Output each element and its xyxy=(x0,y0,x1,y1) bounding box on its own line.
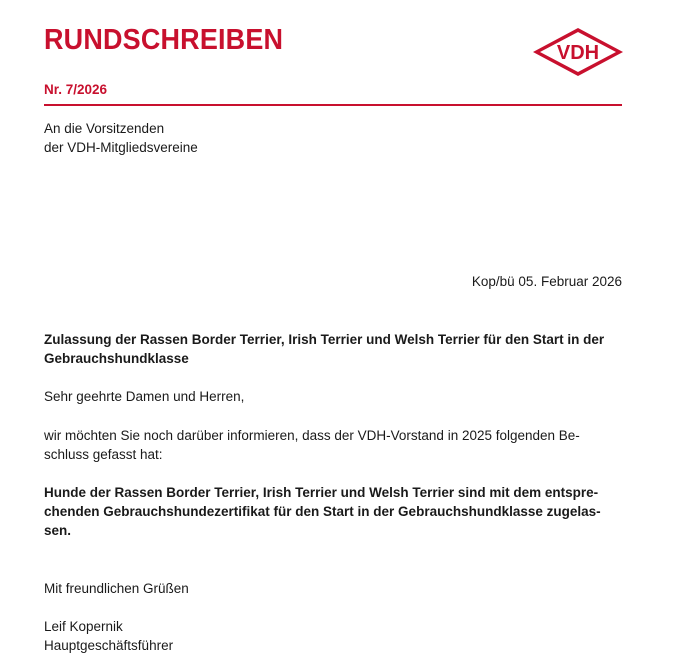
decision-line: sen. xyxy=(44,523,72,538)
decision-paragraph xyxy=(44,483,619,540)
vdh-logo-text: VDH xyxy=(556,42,600,64)
signer-name: Leif Kopernik xyxy=(44,619,123,634)
closing-greeting: Mit freundlichen Grüßen xyxy=(44,581,189,596)
signer-role: Hauptgeschäftsführer xyxy=(44,638,174,653)
header-divider xyxy=(44,104,622,106)
intro-paragraph xyxy=(44,426,619,464)
subject-text: Gebrauchshundklasse xyxy=(44,351,189,366)
address-line: An die Vorsitzenden xyxy=(44,121,165,136)
address-line: der VDH-Mitgliedsvereine xyxy=(44,140,198,155)
reference-date-line: Kop/bü 05. Februar 2026 xyxy=(471,274,622,289)
vdh-logo xyxy=(531,26,625,78)
intro-line: schluss gefasst hat: xyxy=(44,447,163,462)
decision-line: chenden Gebrauchshundezertifikat für den Start in der Gebrauchshundklasse zugelas- xyxy=(44,504,601,519)
decision-line: Hunde der Rassen Border Terrier, Irish Terrier und Welsh Terrier sind mit dem entspre- xyxy=(44,485,599,500)
signature-block xyxy=(44,617,173,655)
subject-line xyxy=(44,330,622,368)
intro-line: wir möchten Sie noch darüber informieren, dass der VDH-Vorstand in 2025 folgenden Be- xyxy=(44,428,580,443)
subject-text: Zulassung der Rassen Border Terrier, Irish Terrier und Welsh Terrier für den Start in der xyxy=(44,332,605,347)
circular-number: Nr. 7/2026 xyxy=(44,82,108,97)
document-title: RUNDSCHREIBEN xyxy=(44,24,284,56)
recipient-address xyxy=(44,119,198,157)
salutation: Sehr geehrte Damen und Herren, xyxy=(44,389,245,404)
